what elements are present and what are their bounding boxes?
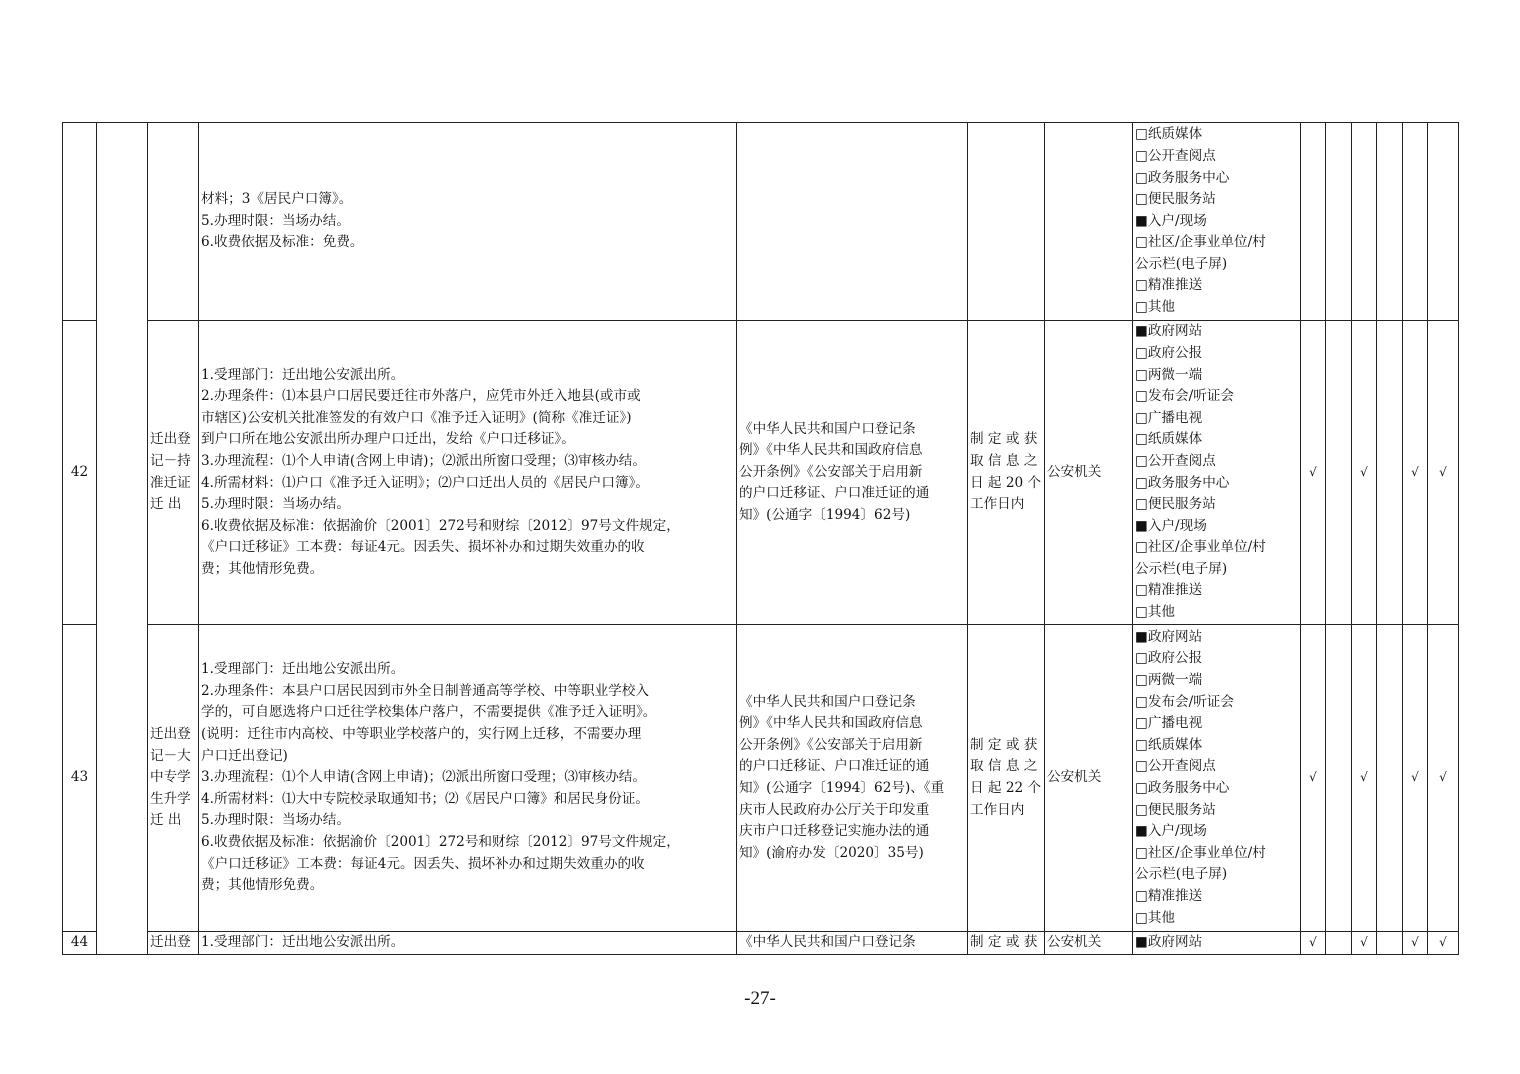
row-number-cell: 44: [63, 932, 97, 955]
channel-item-line: □发布会/听证会: [1135, 693, 1234, 710]
time-limit-cell: [968, 625, 1045, 932]
channel-item-line: □其他: [1135, 299, 1176, 316]
check-cell: [1403, 123, 1428, 321]
channel-item-line: □纸质媒体: [1135, 736, 1203, 753]
channel-item-line: □社区/企事业单位/村: [1135, 234, 1266, 251]
row-number-cell: [63, 123, 97, 321]
content-line: 1.受理部门：迁出地公安派出所。: [201, 934, 405, 950]
check-cell: √: [1301, 321, 1326, 625]
content-line: 市辖区)公安机关批准签发的有效户口《准予迁入证明》(简称《准迁证》): [201, 409, 632, 426]
content-line: 学的，可自愿选将户口迁往学校集体户落户，不需要提供《准予迁入证明》。: [201, 704, 657, 721]
content-line: 《户口迁移证》工本费：每证4元。因丢失、损坏补办和过期失效重办的收: [201, 855, 645, 872]
check-cell: √: [1403, 321, 1428, 625]
check-cell: [1326, 123, 1352, 321]
check-cell: √: [1403, 932, 1428, 955]
item-name-line: 准迁证: [150, 474, 191, 491]
check-cell: [1326, 625, 1352, 932]
channel-item-line: □便民服务站: [1135, 496, 1216, 513]
item-name-cell: [148, 321, 199, 625]
basis-line: 公开条例》《公安部关于启用新: [739, 463, 923, 480]
row-number-cell: 43: [63, 625, 97, 932]
item-name-line: 中专学: [150, 769, 191, 786]
channel-item-line: 公示栏(电子屏): [1135, 866, 1228, 883]
check-cell: [1428, 123, 1459, 321]
basis-line: 例》《中华人民共和国政府信息: [739, 442, 923, 459]
table-row: [63, 625, 1459, 932]
item-name-cell: [148, 625, 199, 932]
content-line: 4.所需材料：⑴户口《准予迁入证明》；⑵户口迁出人员的《居民户口簿》。: [201, 474, 649, 491]
time-limit-line: 制 定 或 获: [970, 736, 1038, 753]
channel-item-line: □广播电视: [1135, 715, 1203, 732]
time-limit-line: 工作日内: [970, 801, 1025, 818]
check-cell: √: [1301, 932, 1326, 955]
channel-item-line: □公开查阅点: [1135, 758, 1216, 775]
channel-item-line: □社区/企事业单位/村: [1135, 844, 1266, 861]
content-line: 6.收费依据及标准：免费。: [201, 234, 364, 251]
check-cell: √: [1428, 932, 1459, 955]
subject-cell: 公安机关: [1045, 932, 1133, 955]
content-cell: [199, 625, 737, 932]
check-cell: √: [1352, 321, 1377, 625]
channels-cell: [1133, 932, 1301, 955]
time-limit-line: 取 信 息 之: [970, 452, 1038, 469]
basis-line: 知》(公通字〔1994〕62号): [739, 506, 911, 523]
channel-item-line: □政府公报: [1135, 650, 1203, 667]
check-cell: [1377, 123, 1403, 321]
item-name-cell: [148, 932, 199, 955]
content-cell: [199, 321, 737, 625]
channel-item-line: □两微一端: [1135, 672, 1203, 689]
time-limit-line: 制 定 或 获: [970, 431, 1038, 448]
check-cell: [1326, 321, 1352, 625]
content-line: 5.办理时限：当场办结。: [201, 496, 350, 513]
check-cell: √: [1301, 625, 1326, 932]
channel-item-line: 公示栏(电子屏): [1135, 255, 1228, 272]
time-limit-line: 日 起 20 个: [970, 474, 1042, 491]
channel-item-line: □精准推送: [1135, 582, 1203, 599]
basis-line: 知》(公通字〔1994〕62号)、《重: [739, 780, 945, 796]
content-line: 2.办理条件：本县户口居民因到市外全日制普通高等学校、中等职业学校入: [201, 682, 649, 699]
item-name-line: 迁 出: [150, 812, 182, 829]
basis-line: 庆市户口迁移登记实施办法的通: [739, 823, 930, 840]
basis-line: 例》《中华人民共和国政府信息: [739, 715, 923, 732]
check-cell: √: [1428, 321, 1459, 625]
content-line: 1.受理部门：迁出地公安派出所。: [201, 366, 405, 383]
basis-line: 知》(渝府办发〔2020〕35号): [739, 844, 924, 861]
subject-cell: 公安机关: [1045, 321, 1133, 625]
content-line: 3.办理流程：⑴个人申请(含网上申请)；⑵派出所窗口受理；⑶审核办结。: [201, 769, 646, 786]
check-cell: [1377, 932, 1403, 955]
basis-line: 的户口迁移证、户口准迁证的通: [739, 485, 930, 502]
subject-cell: 公安机关: [1045, 625, 1133, 932]
item-name-line: 记－大: [150, 747, 191, 764]
category-cell: [97, 123, 148, 955]
item-name-cell: [148, 123, 199, 321]
content-line: 《户口迁移证》工本费：每证4元。因丢失、损坏补办和过期失效重办的收: [201, 539, 645, 556]
check-cell: √: [1352, 932, 1377, 955]
item-name-line: 迁 出: [150, 496, 182, 513]
time-limit-line: 日 起 22 个: [970, 780, 1042, 796]
basis-line: 《中华人民共和国户口登记条: [739, 420, 916, 437]
content-line: 5.办理时限：当场办结。: [201, 212, 350, 229]
channel-item-line: ■政府网站: [1135, 323, 1203, 340]
content-line: 1.受理部门：迁出地公安派出所。: [201, 661, 405, 678]
channel-item-line: □政务服务中心: [1135, 169, 1230, 186]
basis-cell: [737, 932, 968, 955]
item-name-line: 生升学: [150, 790, 191, 807]
channel-item-line: □精准推送: [1135, 277, 1203, 294]
channel-item-line: □精准推送: [1135, 887, 1203, 904]
content-line: 费；其他情形免费。: [201, 877, 324, 894]
item-name-line: 迁出登: [150, 431, 191, 448]
content-line: (说明：迁往市内高校、中等职业学校落户的，实行网上迁移，不需要办理: [201, 726, 642, 743]
content-line: 2.办理条件：⑴本县户口居民要迁往市外落户，应凭市外迁入地县(或市或: [201, 388, 641, 405]
item-name-line: 迁出登: [150, 726, 191, 743]
channel-item-line: □其他: [1135, 604, 1176, 621]
content-line: 到户口所在地公安派出所办理户口迁出，发给《户口迁移证》。: [201, 431, 575, 448]
content-cell: [199, 123, 737, 321]
channel-item-line: □政务服务中心: [1135, 474, 1230, 491]
channel-item-line: □政府公报: [1135, 344, 1203, 361]
basis-cell: [737, 123, 968, 321]
time-limit-cell: [968, 123, 1045, 321]
channel-item-line: ■入户/现场: [1135, 517, 1207, 534]
content-line: 6.收费依据及标准：依据渝价〔2001〕272号和财综〔2012〕97号文件规定，: [201, 833, 680, 850]
check-cell: √: [1352, 625, 1377, 932]
table-body: [63, 123, 1459, 955]
channel-item-line: ■入户/现场: [1135, 212, 1207, 229]
basis-line: 公开条例》《公安部关于启用新: [739, 736, 923, 753]
basis-line: 《中华人民共和国户口登记条: [739, 934, 916, 950]
channel-item-line: □广播电视: [1135, 409, 1203, 426]
basis-line: 《中华人民共和国户口登记条: [739, 693, 916, 710]
content-line: 费；其他情形免费。: [201, 560, 324, 577]
item-name-line: 记－持: [150, 452, 191, 469]
check-cell: [1377, 625, 1403, 932]
check-cell: [1301, 123, 1326, 321]
channel-item-line: □便民服务站: [1135, 191, 1216, 208]
basis-cell: [737, 625, 968, 932]
channels-cell: [1133, 123, 1301, 321]
check-cell: [1352, 123, 1377, 321]
time-limit-line: 取 信 息 之: [970, 758, 1038, 775]
channel-item-line: □社区/企事业单位/村: [1135, 539, 1266, 556]
content-line: 6.收费依据及标准：依据渝价〔2001〕272号和财综〔2012〕97号文件规定，: [201, 517, 680, 534]
channels-cell: [1133, 321, 1301, 625]
content-cell: [199, 932, 737, 955]
content-line: 4.所需材料：⑴大中专院校录取通知书；⑵《居民户口簿》和居民身份证。: [201, 790, 649, 807]
channel-item-line: □纸质媒体: [1135, 126, 1203, 143]
content-line: 材料；3《居民户口簿》。: [201, 191, 353, 208]
basis-cell: [737, 321, 968, 625]
channel-item-line: ■政府网站: [1135, 628, 1203, 645]
channel-item-line: □纸质媒体: [1135, 431, 1203, 448]
info-disclosure-table: [62, 122, 1459, 955]
content-line: 5.办理时限：当场办结。: [201, 812, 350, 829]
channel-item-line: □公开查阅点: [1135, 147, 1216, 164]
channel-item-line: □两微一端: [1135, 366, 1203, 383]
content-line: 户口迁出登记): [201, 747, 288, 764]
check-cell: √: [1428, 625, 1459, 932]
table-row: [63, 123, 1459, 321]
item-name-line: 迁出登: [150, 934, 191, 950]
channel-item-line: □其他: [1135, 909, 1176, 926]
content-line: 3.办理流程：⑴个人申请(含网上申请)；⑵派出所窗口受理；⑶审核办结。: [201, 452, 646, 469]
channels-cell: [1133, 625, 1301, 932]
table-row: [63, 932, 1459, 955]
time-limit-cell: [968, 932, 1045, 955]
channel-item-line: □政务服务中心: [1135, 780, 1230, 796]
subject-cell: [1045, 123, 1133, 321]
channel-item-line: ■入户/现场: [1135, 823, 1207, 840]
check-cell: √: [1403, 625, 1428, 932]
channel-item-line: ■政府网站: [1135, 934, 1203, 950]
channel-item-line: □便民服务站: [1135, 801, 1216, 818]
check-cell: [1377, 321, 1403, 625]
channel-item-line: 公示栏(电子屏): [1135, 560, 1228, 577]
check-cell: [1326, 932, 1352, 955]
page-number: -27-: [744, 988, 776, 1009]
channel-item-line: □发布会/听证会: [1135, 388, 1234, 405]
time-limit-line: 制 定 或 获: [970, 934, 1038, 950]
table-row: [63, 321, 1459, 625]
time-limit-line: 工作日内: [970, 496, 1025, 513]
time-limit-cell: [968, 321, 1045, 625]
basis-line: 的户口迁移证、户口准迁证的通: [739, 758, 930, 775]
row-number-cell: 42: [63, 321, 97, 625]
channel-item-line: □公开查阅点: [1135, 452, 1216, 469]
basis-line: 庆市人民政府办公厅关于印发重: [739, 801, 930, 818]
